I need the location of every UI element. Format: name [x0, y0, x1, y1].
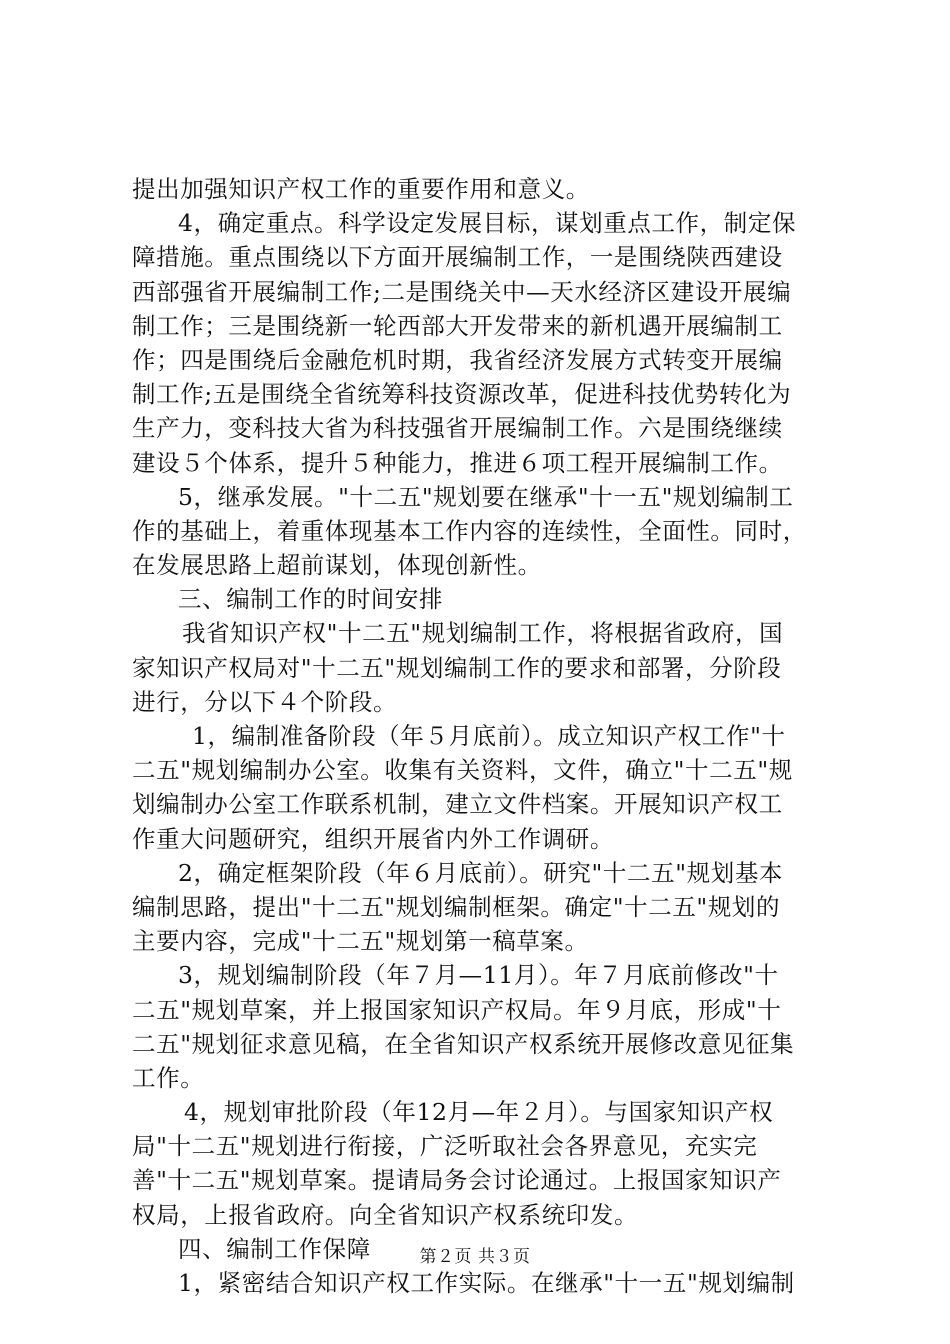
text-line: 局"十二五"规划进行衔接，广泛听取社会各界意见，充实完: [132, 1132, 758, 1161]
text-line: 西部强省开展编制工作;二是围绕关中—天水经济区建设开展编: [132, 277, 792, 306]
text-line: 建设５个体系，提升５种能力，推进６项工程开展编制工作。: [132, 448, 783, 477]
text-line: 主要内容，完成"十二五"规划第一稿草案。: [132, 927, 589, 956]
text-line: 善"十二五"规划草案。提请局务会讨论通过。上报国家知识产: [132, 1166, 782, 1195]
text-line: 四、编制工作保障: [178, 1234, 371, 1263]
text-line: 3，规划编制阶段（年７月—11月）。年７月底前修改"十: [178, 961, 779, 990]
text-line: 障措施。重点围绕以下方面开展编制工作，一是围绕陕西建设: [132, 243, 783, 272]
page-footer: 第２页 共３页: [419, 1247, 531, 1267]
text-line: 作的基础上，着重体现基本工作内容的连续性，全面性。同时，: [132, 516, 807, 545]
text-line: 5，继承发展。"十二五"规划要在继承"十一五"规划编制工: [178, 482, 794, 511]
text-line: 二五"规划编制办公室。收集有关资料，文件，确立"十二五"规: [132, 756, 793, 785]
text-line: 工作。: [132, 1063, 205, 1092]
text-line: 4，确定重点。科学设定发展目标，谋划重点工作，制定保: [178, 209, 797, 238]
text-line: 二五"规划草案，并上报国家知识产权局。年９月底，形成"十: [132, 995, 782, 1024]
text-line: 在发展思路上超前谋划，体现创新性。: [132, 551, 542, 580]
text-line: 我省知识产权"十二五"规划编制工作，将根据省政府，国: [182, 619, 784, 648]
text-line: 二五"规划征求意见稿，在全省知识产权系统开展修改意见征集: [132, 1029, 795, 1058]
text-line: 家知识产权局对"十二五"规划编制工作的要求和部署，分阶段: [132, 653, 782, 682]
text-line: 制工作;五是围绕全省统筹科技资源改革，促进科技优势转化为: [132, 380, 792, 409]
text-line: 权局，上报省政府。向全省知识产权系统印发。: [132, 1200, 639, 1229]
text-line: 2，确定框架阶段（年６月底前）。研究"十二五"规划基本: [178, 858, 784, 887]
text-line: 划编制办公室工作联系机制，建立文件档案。开展知识产权工: [132, 790, 783, 819]
text-line: 1，编制准备阶段（年５月底前）。成立知识产权工作"十: [192, 722, 786, 750]
text-line: 制工作；三是围绕新一轮西部大开发带来的新机遇开展编制工: [132, 311, 783, 340]
text-line: 作；四是围绕后金融危机时期，我省经济发展方式转变开展编: [132, 345, 783, 374]
text-line: 作重大问题研究，组织开展省内外工作调研。: [132, 824, 614, 853]
document-body: [132, 172, 832, 1300]
text-line: 4，规划审批阶段（年12月—年２月）。与国家知识产权: [184, 1098, 774, 1127]
text-line: 三、编制工作的时间安排: [178, 585, 444, 614]
text-line: 1，紧密结合知识产权工作实际。在继承"十一五"规划编制: [178, 1269, 795, 1297]
text-line: 提出加强知识产权工作的重要作用和意义。: [132, 175, 590, 203]
text-line: 进行，分以下４个阶段。: [132, 687, 398, 716]
text-line: 生产力，变科技大省为科技强省开展编制工作。六是围绕继续: [132, 414, 783, 443]
text-line: 编制思路，提出"十二五"规划编制框架。确定"十二五"规划的: [132, 892, 781, 921]
